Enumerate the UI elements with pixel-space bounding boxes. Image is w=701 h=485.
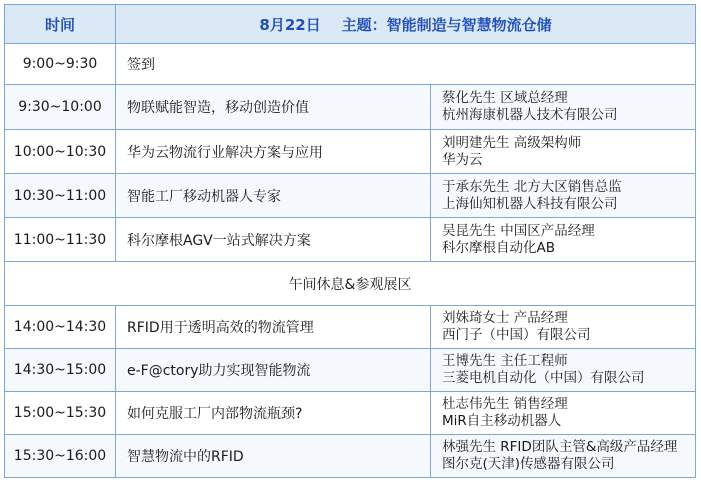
agenda-row [5, 392, 696, 435]
session-speaker-cell [431, 349, 696, 392]
session-speaker-cell [431, 435, 696, 478]
session-time: 10:00~10:30 [5, 130, 116, 174]
agenda-row [5, 435, 696, 478]
session-topic: RFID用于透明高效的物流管理 [116, 306, 431, 349]
speaker-name: 王博先生 主任工程师 [442, 353, 568, 369]
session-time: 9:30~10:00 [5, 85, 116, 130]
session-topic: 物联赋能智造，移动创造价值 [116, 85, 431, 130]
session-time: 11:00~11:30 [5, 218, 116, 262]
session-time: 9:00~9:30 [5, 44, 116, 85]
session-speaker-cell [431, 130, 696, 174]
session-topic: e-F@ctory助力实现智能物流 [116, 349, 431, 392]
agenda-title-text: 8月22日 主题：智能制造与智慧物流仓储 [259, 15, 552, 34]
speaker-name: 刘姝琦女士 产品经理 [442, 310, 568, 326]
speaker-organization: 上海仙知机器人科技有限公司 [442, 195, 618, 212]
session-topic: 签到 [116, 44, 696, 85]
lunch-break: 午间休息&参观展区 [5, 262, 696, 306]
session-topic: 科尔摩根AGV一站式解决方案 [116, 218, 431, 262]
speaker-organization: 科尔摩根自动化AB [442, 239, 555, 256]
speaker-name: 吴昆先生 中国区产品经理 [442, 222, 595, 239]
agenda-row [5, 306, 696, 349]
speaker-name: 刘明建先生 高级架构师 [442, 134, 582, 151]
session-speaker-cell [431, 85, 696, 130]
agenda-row [5, 85, 696, 130]
session-speaker-cell [431, 392, 696, 435]
session-topic: 智能工厂移动机器人专家 [116, 174, 431, 218]
speaker-name: 于承东先生 北方大区销售总监 [442, 178, 622, 195]
session-speaker-cell [431, 306, 696, 349]
speaker-organization: 三菱电机自动化（中国）有限公司 [442, 370, 645, 386]
speaker-organization: 华为云 [442, 151, 483, 168]
session-speaker-cell [431, 218, 696, 262]
session-time: 10:30~11:00 [5, 174, 116, 218]
session-time: 15:00~15:30 [5, 392, 116, 435]
table-header [5, 5, 696, 44]
agenda-table [4, 4, 696, 478]
speaker-organization: 杭州海康机器人技术有限公司 [442, 107, 618, 123]
agenda-title [116, 5, 696, 44]
session-time: 15:30~16:00 [5, 435, 116, 478]
speaker-organization: 图尔克(天津)传感器有限公司 [442, 456, 615, 472]
session-time: 14:00~14:30 [5, 306, 116, 349]
speaker-organization: 西门子（中国）有限公司 [442, 327, 591, 343]
agenda-row [5, 218, 696, 262]
agenda-row [5, 44, 696, 85]
time-column-header: 时间 [5, 5, 116, 44]
speaker-name: 蔡化先生 区域总经理 [442, 90, 568, 106]
session-speaker-cell [431, 174, 696, 218]
session-topic: 如何克服工厂内部物流瓶颈? [116, 392, 431, 435]
agenda-row [5, 174, 696, 218]
speaker-name: 林强先生 RFID团队主管&高级产品经理 [442, 439, 678, 455]
agenda-row [5, 130, 696, 174]
session-topic: 智慧物流中的RFID [116, 435, 431, 478]
session-topic: 华为云物流行业解决方案与应用 [116, 130, 431, 174]
agenda-break-row [5, 262, 696, 306]
speaker-organization: MiR自主移动机器人 [442, 413, 562, 429]
agenda-row [5, 349, 696, 392]
speaker-name: 杜志伟先生 销售经理 [442, 396, 568, 412]
session-time: 14:30~15:00 [5, 349, 116, 392]
